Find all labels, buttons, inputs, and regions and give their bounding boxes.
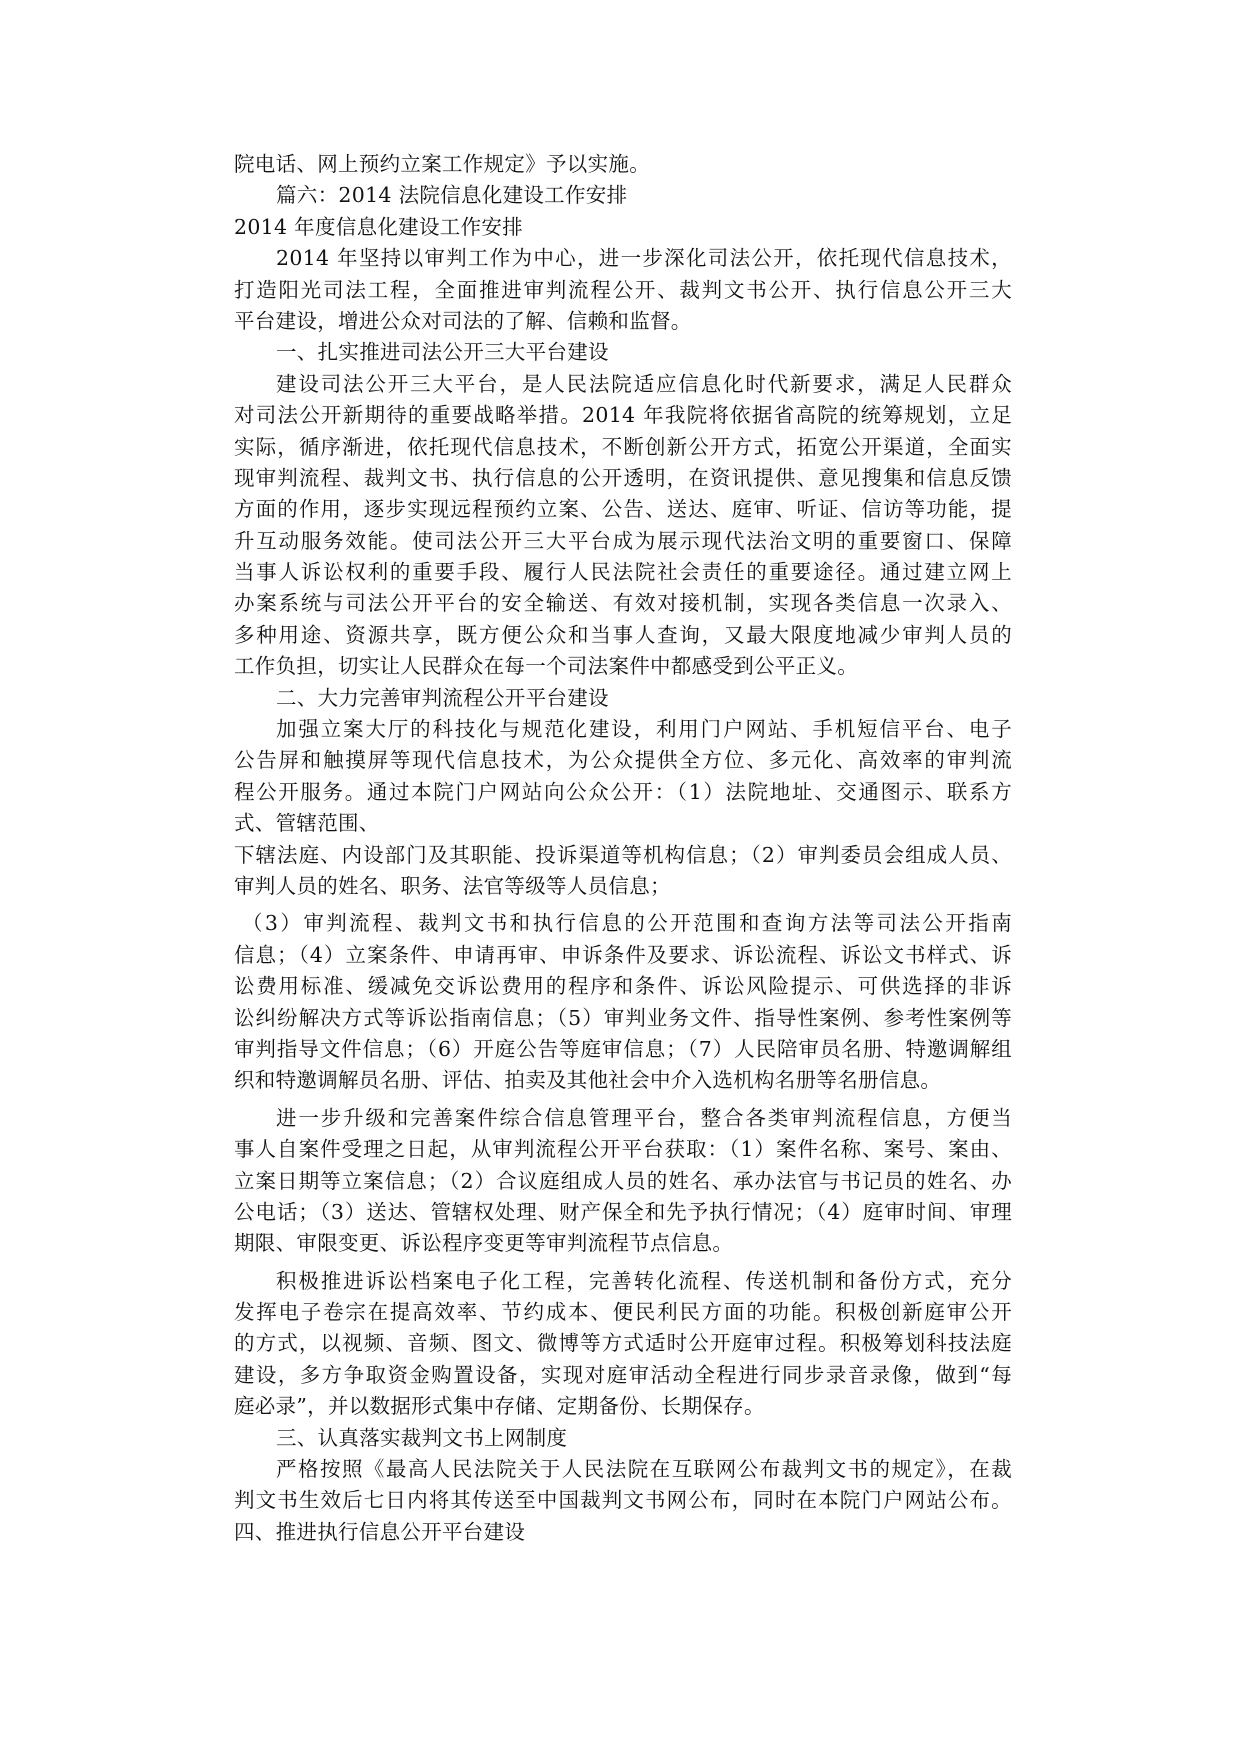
heading-4: 四、推进执行信息公开平台建设 bbox=[234, 1519, 526, 1544]
paragraph-line: 实际，循序渐进，依托现代信息技术，不断创新公开方式，拓宽公开渠道，全面实 bbox=[234, 434, 1012, 459]
paragraph-line: 下辖法庭、内设部门及其职能、投诉渠道等机构信息；（2）审判委员会组成人员、 bbox=[234, 842, 1012, 867]
paragraph-line: 审判指导文件信息；（6）开庭公告等庭审信息；（7）人民陪审员名册、特邀调解组 bbox=[234, 1036, 1012, 1061]
paragraph-line: 立案日期等立案信息；（2）合议庭组成人员的姓名、承办法官与书记员的姓名、办 bbox=[234, 1168, 1012, 1193]
paragraph-line: 建设，多方争取资金购置设备，实现对庭审活动全程进行同步录音录像，做到“每 bbox=[234, 1362, 1012, 1387]
paragraph-line: 判文书生效后七日内将其传送至中国裁判文书网公布，同时在本院门户网站公布。 bbox=[234, 1488, 1012, 1513]
paragraph-line: 期限、审限变更、诉讼程序变更等审判流程节点信息。 bbox=[234, 1231, 734, 1256]
paragraph-line: 多种用途、资源共享，既方便公众和当事人查询，又最大限度地减少审判人员的 bbox=[234, 622, 1012, 647]
paragraph-line: 信息；（4）立案条件、申请再审、申诉条件及要求、诉讼流程、诉讼文书样式、诉 bbox=[234, 942, 1012, 967]
paragraph-line: 加强立案大厅的科技化与规范化建设，利用门户网站、手机短信平台、电子 bbox=[276, 717, 1012, 742]
paragraph-line: 严格按照《最高人民法院关于人民法院在互联网公布裁判文书的规定》，在裁 bbox=[276, 1457, 1012, 1482]
document-body bbox=[234, 149, 1012, 1548]
paragraph-line: 方面的作用，逐步实现远程预约立案、公告、送达、庭审、听证、信访等功能，提 bbox=[234, 497, 1012, 522]
paragraph-line: 式、管辖范围、 bbox=[234, 811, 380, 836]
paragraph-line: 建设司法公开三大平台，是人民法院适应信息化时代新要求，满足人民群众 bbox=[276, 371, 1012, 396]
paragraph-line: 公电话；（3）送达、管辖权处理、财产保全和先予执行情况；（4）庭审时间、审理 bbox=[234, 1199, 1012, 1224]
heading-3: 三、认真落实裁判文书上网制度 bbox=[276, 1425, 568, 1450]
paragraph-line: 织和特邀调解员名册、评估、拍卖及其他社会中介入选机构名册等名册信息。 bbox=[234, 1068, 942, 1093]
paragraph-line: 当事人诉讼权利的重要手段、履行人民法院社会责任的重要途径。通过建立网上 bbox=[234, 560, 1012, 585]
paragraph-line: 的方式，以视频、音频、图文、微博等方式适时公开庭审过程。积极筹划科技法庭 bbox=[234, 1331, 1012, 1356]
section-title: 篇六：2014 法院信息化建设工作安排 bbox=[276, 183, 628, 208]
paragraph-line: 办案系统与司法公开平台的安全输送、有效对接机制，实现各类信息一次录入、 bbox=[234, 591, 1012, 616]
paragraph-line: 审判人员的姓名、职务、法官等级等人员信息； bbox=[234, 873, 671, 898]
paragraph-line: 平台建设，增进公众对司法的了解、信赖和监督。 bbox=[234, 308, 692, 333]
paragraph-line: 现审判流程、裁判文书、执行信息的公开透明，在资讯提供、意见搜集和信息反馈 bbox=[234, 465, 1012, 490]
paragraph-line: 院电话、网上预约立案工作规定》予以实施。 bbox=[234, 152, 650, 176]
paragraph-line: 发挥电子卷宗在提高效率、节约成本、便民利民方面的功能。积极创新庭审公开 bbox=[234, 1300, 1012, 1325]
paragraph-line: 事人自案件受理之日起，从审判流程公开平台获取：（1）案件名称、案号、案由、 bbox=[234, 1137, 1012, 1162]
paragraph-line: 讼费用标准、缓减免交诉讼费用的程序和条件、诉讼风险提示、可供选择的非诉 bbox=[234, 974, 1012, 999]
paragraph-line: 2014 年坚持以审判工作为中心，进一步深化司法公开，依托现代信息技术， bbox=[276, 246, 1012, 271]
paragraph-line: 升互动服务效能。使司法公开三大平台成为展示现代法治文明的重要窗口、保障 bbox=[234, 528, 1012, 553]
heading-2: 二、大力完善审判流程公开平台建设 bbox=[276, 685, 609, 710]
paragraph-line: 对司法公开新期待的重要战略举措。2014 年我院将依据省高院的统筹规划，立足 bbox=[234, 403, 1012, 428]
paragraph-line: 进一步升级和完善案件综合信息管理平台，整合各类审判流程信息，方便当 bbox=[276, 1105, 1012, 1130]
paragraph-line: 讼纠纷解决方式等诉讼指南信息；（5）审判业务文件、指导性案例、参考性案例等 bbox=[234, 1005, 1012, 1030]
paragraph-line: 工作负担，切实让人民群众在每一个司法案件中都感受到公平正义。 bbox=[234, 654, 858, 679]
paragraph-line: 程公开服务。通过本院门户网站向公众公开：（1）法院地址、交通图示、联系方 bbox=[234, 779, 1012, 804]
paragraph-line: 公告屏和触摸屏等现代信息技术，为公众提供全方位、多元化、高效率的审判流 bbox=[234, 748, 1012, 773]
document-title: 2014 年度信息化建设工作安排 bbox=[234, 214, 523, 239]
paragraph-line: （3）审判流程、裁判文书和执行信息的公开范围和查询方法等司法公开指南 bbox=[242, 911, 1012, 936]
paragraph-line: 庭必录”，并以数据形式集中存储、定期备份、长期保存。 bbox=[234, 1394, 765, 1419]
paragraph-line: 打造阳光司法工程，全面推进审判流程公开、裁判文书公开、执行信息公开三大 bbox=[234, 277, 1012, 302]
heading-1: 一、扎实推进司法公开三大平台建设 bbox=[276, 340, 609, 365]
paragraph-line: 积极推进诉讼档案电子化工程，完善转化流程、传送机制和备份方式，充分 bbox=[276, 1268, 1012, 1293]
